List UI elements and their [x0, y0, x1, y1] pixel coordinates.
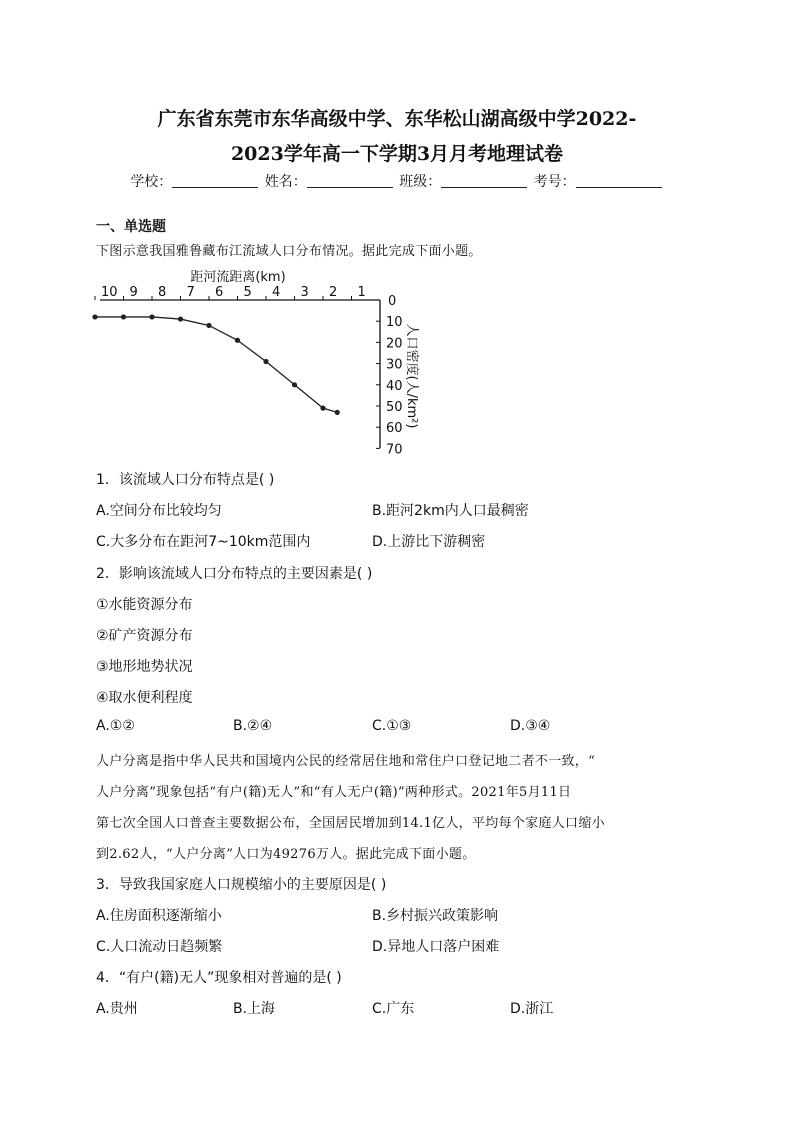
q2-option-a[interactable]: A.①② [96, 718, 135, 734]
y-tick-label-20: 20 [386, 336, 403, 352]
q3-option-d[interactable]: D.异地人口落户困难 [372, 939, 500, 955]
q2-stem: 2．影响该流域人口分布特点的主要因素是( ) [96, 566, 373, 582]
data-point-3 [178, 316, 183, 321]
class-blank[interactable] [441, 173, 527, 188]
q3-option-b[interactable]: B.乡村振兴政策影响 [372, 908, 499, 924]
x-tick-label-7: 7 [186, 285, 195, 300]
x-tick-label-9: 9 [129, 285, 138, 300]
q1-option-c[interactable]: C.大多分布在距河7~10km范围内 [96, 534, 311, 550]
y-tick-label-70: 70 [386, 442, 403, 458]
data-point-9 [335, 410, 340, 415]
exam-title-line2: 2023学年高一下学期3月月考地理试卷 [230, 143, 564, 165]
series-line [95, 317, 337, 412]
y-tick-label-50: 50 [386, 400, 403, 415]
q1-option-a[interactable]: A.空间分布比较均匀 [96, 503, 222, 519]
q2-item-1: ①水能资源分布 [96, 597, 193, 613]
name-label: 姓名： [264, 174, 307, 190]
x-tick-label-1: 1 [357, 285, 366, 300]
student-info-row [0, 171, 794, 191]
q2-option-d[interactable]: D.③④ [510, 718, 551, 734]
q4-option-a[interactable]: A.贵州 [96, 1001, 138, 1017]
origin-label: 0 [388, 294, 397, 309]
data-point-2 [149, 314, 154, 319]
x-tick-label-5: 5 [243, 285, 252, 300]
data-point-1 [121, 314, 126, 319]
x-tick-label-6: 6 [215, 285, 224, 300]
q2-item-4: ④取水便利程度 [96, 690, 193, 706]
data-point-0 [92, 314, 97, 319]
intro2-line-3: 第七次全国人口普查主要数据公布，全国居民增加到14.1亿人，平均每个家庭人口缩小 [96, 816, 605, 831]
q4-option-b[interactable]: B.上海 [233, 1001, 276, 1017]
intro2-line-2: 人户分离”现象包括“有户(籍)无人”和“有人无户(籍)”两种形式。2021年5月11日 [96, 785, 572, 800]
population-density-chart [90, 266, 450, 461]
x-tick-label-10: 10 [101, 285, 118, 300]
y-tick-label-40: 40 [386, 378, 403, 394]
name-blank[interactable] [307, 173, 393, 188]
x-tick-label-8: 8 [158, 285, 167, 300]
school-label: 学校： [130, 174, 173, 190]
q3-option-a[interactable]: A.住房面积逐渐缩小 [96, 908, 222, 924]
section-title: 一、单选题 [96, 219, 166, 235]
q4-option-c[interactable]: C.广东 [372, 1001, 415, 1017]
intro2-line-1: 人户分离是指中华人民共和国境内公民的经常居住地和常住户口登记地二者不一致，“ [96, 754, 596, 769]
q3-option-c[interactable]: C.人口流动日趋频繁 [96, 939, 223, 955]
q1-stem: 1．该流域人口分布特点是( ) [96, 472, 275, 488]
data-point-6 [263, 359, 268, 364]
q2-item-2: ②矿产资源分布 [96, 628, 193, 644]
y-tick-label-60: 60 [386, 421, 403, 437]
school-blank[interactable] [172, 173, 258, 188]
q3-stem: 3．导致我国家庭人口规模缩小的主要原因是( ) [96, 877, 387, 893]
data-point-7 [292, 382, 297, 387]
q1-option-b[interactable]: B.距河2km内人口最稠密 [372, 503, 529, 519]
q4-stem: 4．“有户(籍)无人”现象相对普遍的是( ) [96, 970, 342, 986]
exam-number-blank[interactable] [576, 173, 662, 188]
data-point-8 [320, 406, 325, 411]
x-tick-label-3: 3 [300, 285, 309, 300]
data-point-5 [235, 338, 240, 343]
q2-item-3: ③地形地势状况 [96, 659, 193, 675]
y-tick-label-30: 30 [386, 357, 403, 373]
x-tick-label-4: 4 [272, 285, 281, 300]
data-point-4 [206, 323, 211, 328]
exam-number-label: 考号： [533, 174, 576, 190]
q2-option-b[interactable]: B.②④ [233, 718, 273, 734]
x-tick-label-2: 2 [329, 285, 338, 300]
y-tick-label-10: 10 [386, 315, 403, 331]
class-label: 班级： [399, 174, 442, 190]
q1-option-d[interactable]: D.上游比下游稠密 [372, 534, 486, 550]
exam-title-line1: 广东省东莞市东华高级中学、东华松山湖高级中学2022- [157, 108, 637, 130]
q4-option-d[interactable]: D.浙江 [510, 1001, 554, 1017]
chart-ylabel: 人口密度(人/km²) [404, 323, 419, 429]
chart-xlabel: 距河流距离(km) [190, 270, 286, 285]
intro-text-1: 下图示意我国雅鲁藏布江流域人口分布情况。据此完成下面小题。 [96, 244, 482, 259]
q2-option-c[interactable]: C.①③ [372, 718, 412, 734]
intro2-line-4: 到2.62人，“人户分离”人口为49276万人。据此完成下面小题。 [96, 847, 476, 862]
